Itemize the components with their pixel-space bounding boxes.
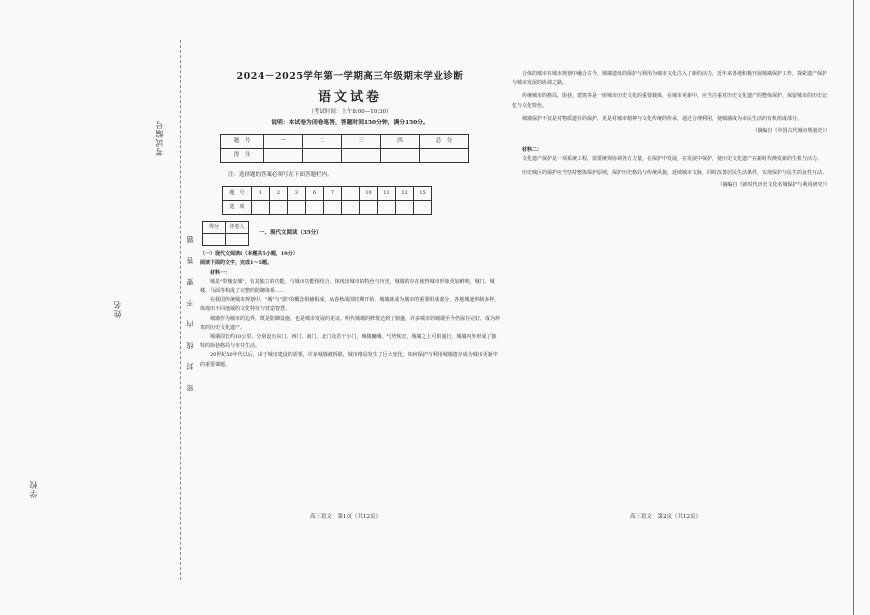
grader-reviewer-cell[interactable] <box>226 234 249 246</box>
grader-score-cell[interactable] <box>203 234 226 246</box>
score-table-cell: 二 <box>303 134 342 148</box>
section-title: 一、现代文阅读（35分） <box>259 230 322 237</box>
material-label: 材料一： <box>210 269 231 276</box>
subject-title: 语文试卷 <box>317 90 382 106</box>
score-table-cell: 题 号 <box>221 134 264 148</box>
answer-input-cell[interactable] <box>270 201 288 215</box>
subsection-title: （一）现代文阅读Ⅰ（本题共5小题，19分） <box>200 251 298 258</box>
paragraph: 城是"带城安城"，有其独立的功能，与城市功能相结合，体现出城市的特色与历史，城墙的存在使得城市形象更加鲜明，城门、城楼、马面等构成了完整的防御体系…… <box>200 278 495 295</box>
answer-table-cell: 选 项 <box>223 201 252 215</box>
score-input-cell[interactable] <box>342 148 381 162</box>
paragraph: 在我国传统城市规划中，"城"与"郭"的概念相辅相成，从春秋战国时期开始，城墙就成为城市的重要组成部分，各地城池形制多样，体现出不同地域的文化特征与营造智慧。 <box>200 297 500 313</box>
answer-number: 11 <box>378 187 396 201</box>
answer-number: 2 <box>270 187 288 201</box>
paragraph: 城墙周长约10公里，分别设有东门、西门、南门、北门及若干小门，城楼巍峨，气势恢宏，城墙之上可供通行，城墙内外形成了独特的街巷格局与市井生活。 <box>200 334 497 350</box>
score-table <box>220 134 469 163</box>
score-input-cell[interactable] <box>420 148 469 162</box>
right-edge-line <box>853 0 854 615</box>
right-page <box>512 70 830 190</box>
answer-input-cell[interactable] <box>306 201 324 215</box>
school-label: 学校 <box>29 480 38 498</box>
answer-number <box>342 187 360 201</box>
paragraph: 传统城市的格局、街巷、建筑等是一座城市历史文化的重要载体，在城市更新中，应当注重对历史文化遗产的整体保护，保留城市的历史记忆与文化特色。 <box>512 93 828 109</box>
answer-number: 12 <box>396 187 414 201</box>
paragraph: 城墙作为城市的边界，既是防御设施，也是城市发展的见证。明代城墙的修筑达到了鼎盛，许多城市的城墙至今仍保存完好，成为珍贵的历史文化遗产。 <box>200 315 501 331</box>
citation: （摘编自《中国古代城市规划史》） <box>752 128 830 135</box>
score-table-cell: 得 分 <box>221 148 264 162</box>
score-input-cell[interactable] <box>264 148 303 162</box>
answer-input-cell[interactable] <box>342 201 360 215</box>
answer-number: 6 <box>306 187 324 201</box>
paragraph: 20世纪50年代以后，由于城市建设的需要，许多城墙被拆除，城市格局发生了巨大变化，如何保护与利用城墙遗存成为城市更新中的重要课题。 <box>200 352 498 368</box>
answer-input-cell[interactable] <box>396 201 414 215</box>
material-label: 材料二： <box>522 147 543 154</box>
binding-strip <box>0 0 200 615</box>
exam-title: 2024－2025学年第一学期高三年级期末学业诊断 <box>236 71 464 82</box>
answer-number: 7 <box>324 187 342 201</box>
score-input-cell[interactable] <box>381 148 420 162</box>
score-table-cell: 一 <box>264 134 303 148</box>
paragraph: 文化遗产保护是一项系统工程，需要统筹协调各方力量，在保护中发展，在发展中保护，使历史文化遗产在新时代焕发新的生机与活力。 <box>522 156 823 163</box>
answer-number: 10 <box>360 187 378 201</box>
paragraph: 城墙保护不仅是对物质遗存的保护，更是对城市精神与文化传统的传承，通过合理利用，使城墙成为市民生活的有机组成部分。 <box>522 115 803 122</box>
answer-input-cell[interactable] <box>414 201 432 215</box>
exam-instructions: 说明：本试卷为闭卷笔答，答题时间150分钟，满分150分。 <box>271 119 429 126</box>
answer-number: 3 <box>288 187 306 201</box>
name-label: 姓名 <box>113 300 122 318</box>
grader-score-label: 得分 <box>203 222 226 234</box>
citation: （摘编自《新时代历史文化名城保护与利用研究》） <box>717 181 830 188</box>
paragraph: 合体的城市在城市规划中融合古今，城墙遗址的保护与利用为城市文化注入了新的活力，近年来各地积极开展城墙保护工作，探索遗产保护与城市发展的协调之路。 <box>512 71 828 87</box>
score-table-cell: 四 <box>381 134 420 148</box>
answer-table-cell: 题 号 <box>223 187 252 201</box>
answer-number: 15 <box>414 187 432 201</box>
answer-input-cell[interactable] <box>324 201 342 215</box>
paragraph: 历史城区的保护应当坚持整体保护原则，保护历史格局与传统风貌，延续城市文脉，同时改善居民生活条件，实现保护与民生的良性互动。 <box>522 169 828 176</box>
score-input-cell[interactable] <box>303 148 342 162</box>
left-page <box>200 64 500 370</box>
seal-line-text: 密 封 线 内 不 要 答 题 <box>186 230 194 392</box>
left-page-footer: 高三语文 第1页（共12页） <box>310 514 381 520</box>
exam-time: （考试时间：上午8:00—10:30） <box>308 109 392 116</box>
answer-table <box>222 186 432 215</box>
seal-dash-line <box>180 40 181 580</box>
answer-input-cell[interactable] <box>360 201 378 215</box>
answer-input-cell[interactable] <box>288 201 306 215</box>
answer-note: 注：选择题的答案必须写在下面答题栏内。 <box>228 171 333 178</box>
grader-box <box>202 221 249 246</box>
exam-no-label: 考试编号 <box>155 120 164 156</box>
answer-input-cell[interactable] <box>252 201 270 215</box>
answer-number: 1 <box>252 187 270 201</box>
reading-instruction: 阅读下面的文字，完成1～5题。 <box>200 260 272 267</box>
section-header-row <box>202 221 500 246</box>
score-table-cell: 三 <box>342 134 381 148</box>
right-page-footer: 高三语文 第2页（共12页） <box>630 514 701 520</box>
answer-input-cell[interactable] <box>378 201 396 215</box>
grader-reviewer-label: 评卷人 <box>226 222 249 234</box>
score-table-cell: 总 分 <box>420 134 469 148</box>
